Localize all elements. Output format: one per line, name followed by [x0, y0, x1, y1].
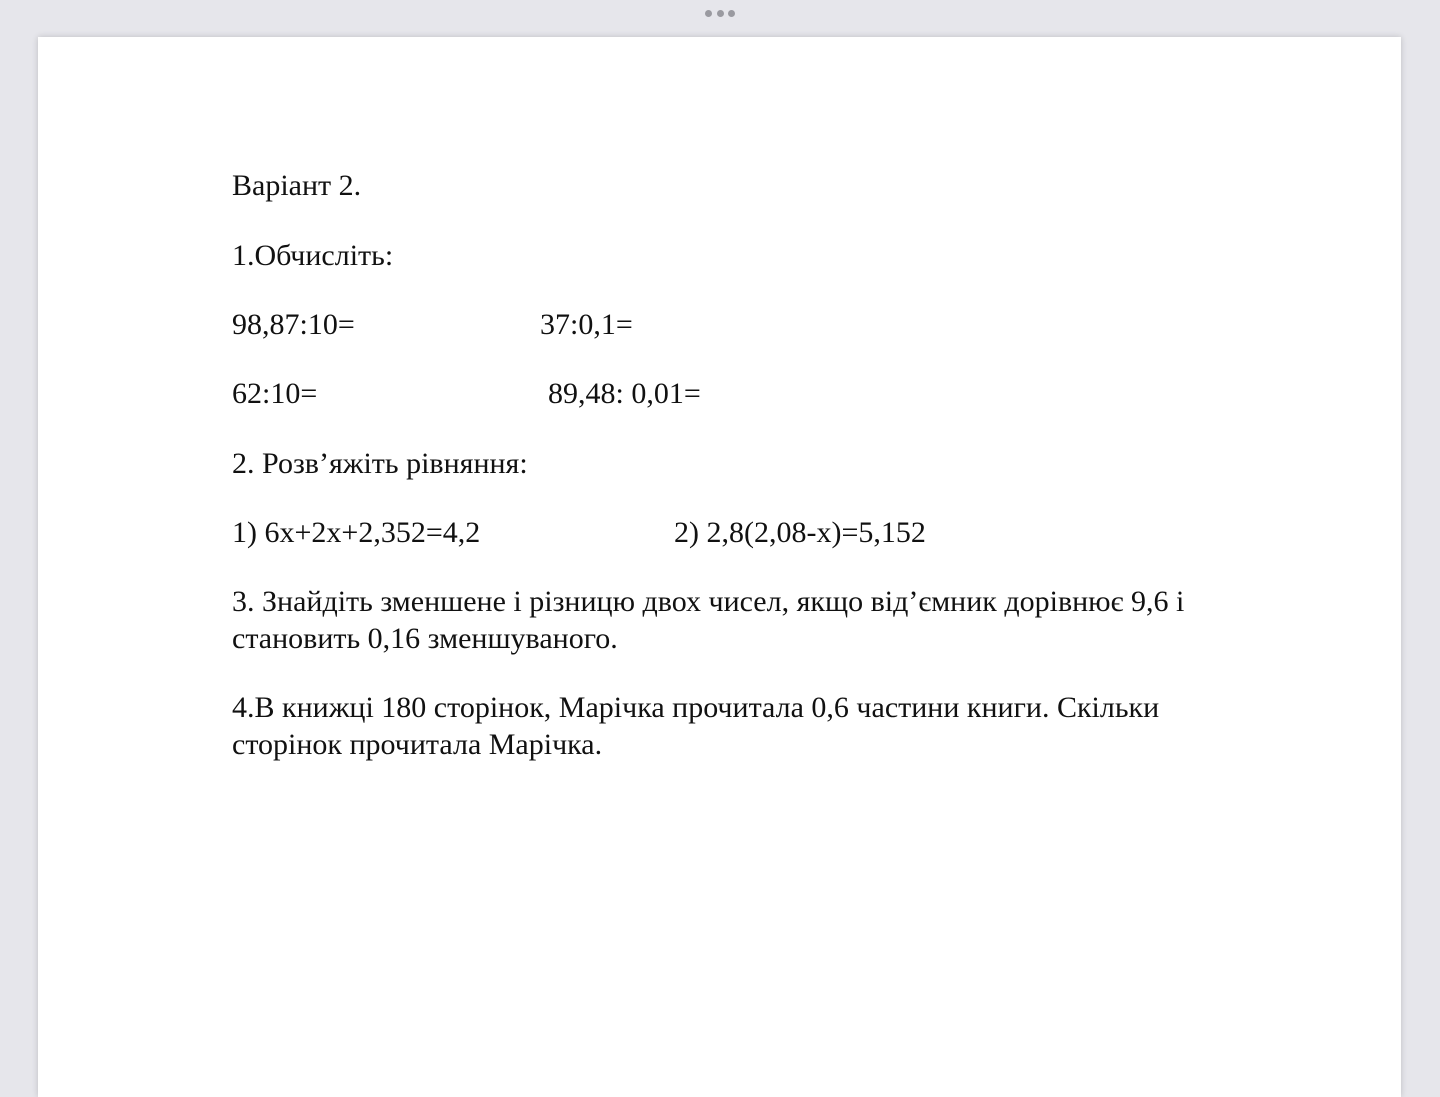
task3-line-1: 3. Знайдіть зменшене і різницю двох чисел, якщо від’ємник дорівнює 9,6 і	[232, 585, 1185, 618]
handle-dot-icon	[728, 10, 735, 17]
handle-dot-icon	[705, 10, 712, 17]
handle-dot-icon	[717, 10, 724, 17]
task1-expr-4: 89,48: 0,01=	[548, 377, 701, 410]
task2-equation-2: 2) 2,8(2,08-x)=5,152	[674, 516, 926, 549]
drag-handle[interactable]	[705, 10, 735, 16]
task4-line-2: сторінок прочитала Марічка.	[232, 728, 603, 761]
task2-heading: 2. Розв’яжіть рівняння:	[232, 447, 528, 480]
document-page	[38, 37, 1401, 1097]
task1-expr-1: 98,87:10=	[232, 308, 355, 341]
task1-heading: 1.Обчисліть:	[232, 239, 394, 272]
task2-equation-1: 1) 6x+2x+2,352=4,2	[232, 516, 481, 549]
task3-paragraph	[232, 583, 1272, 657]
task3-line-2: становить 0,16 зменшуваного.	[232, 622, 618, 655]
task1-expr-2: 37:0,1=	[540, 308, 633, 341]
variant-title: Варіант 2.	[232, 169, 362, 202]
task4-line-1: 4.В книжці 180 сторінок, Марічка прочитала 0,6 частини книги. Скільки	[232, 691, 1160, 724]
task4-paragraph	[232, 689, 1272, 763]
task1-expr-3: 62:10=	[232, 377, 318, 410]
